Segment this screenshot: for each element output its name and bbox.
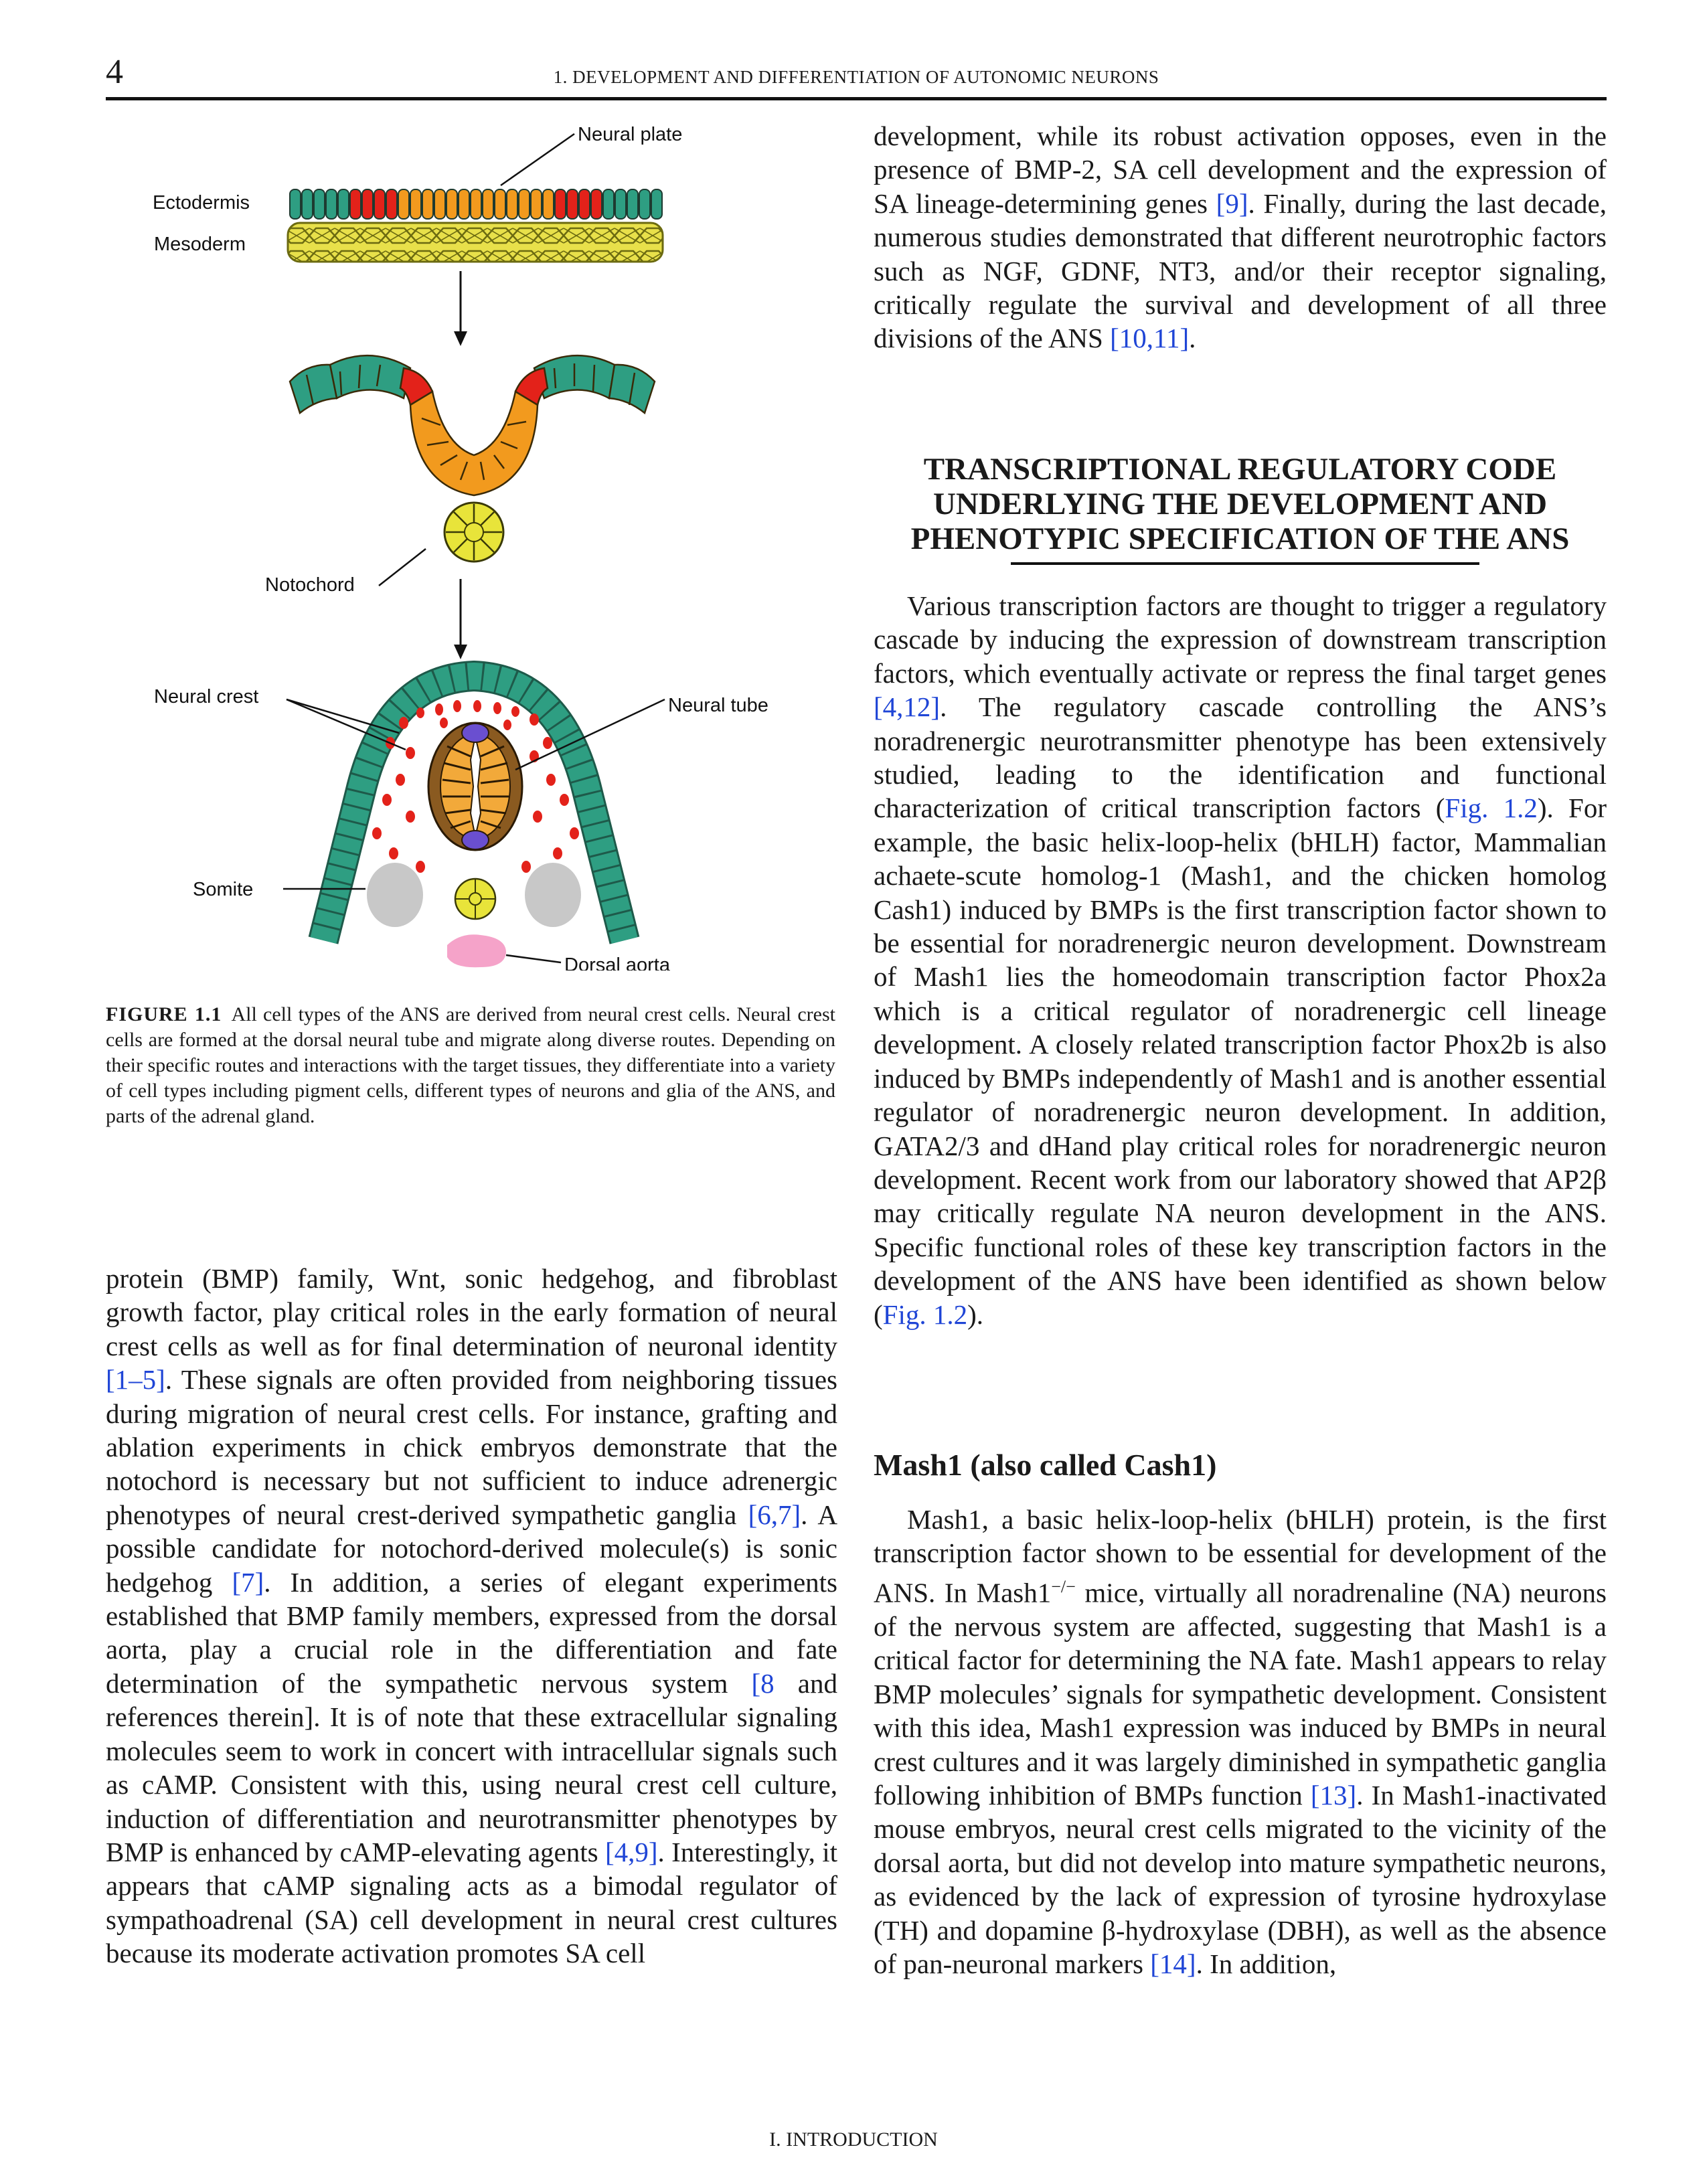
ectoderm-cell — [507, 189, 517, 219]
citation-link[interactable]: [8 — [751, 1667, 775, 1699]
ectoderm-cell — [446, 189, 457, 219]
right-column-bottom-body — [874, 1503, 1607, 1981]
ectoderm-cell — [290, 189, 301, 219]
stage-neural-groove — [290, 355, 655, 495]
citation-link[interactable]: [6,7] — [748, 1499, 801, 1530]
ectoderm-cell — [434, 189, 445, 219]
ectoderm-cell — [362, 189, 373, 219]
notochord-leader — [379, 549, 426, 586]
ectoderm-cell — [338, 189, 349, 219]
ectoderm-cell — [543, 189, 554, 219]
ectoderm-cell — [603, 189, 614, 219]
ectoderm-cell — [302, 189, 313, 219]
right-column-top-body — [874, 119, 1607, 355]
label-neural-crest: Neural crest — [154, 686, 259, 707]
ectoderm-cell — [555, 189, 566, 219]
citation-link[interactable]: [7] — [232, 1566, 264, 1598]
neural-tube — [428, 723, 522, 850]
mesoderm-layer — [288, 223, 663, 262]
ectoderm-cell — [639, 189, 650, 219]
ectoderm-cell — [579, 189, 590, 219]
somite-left — [367, 863, 423, 927]
notochord-small — [455, 879, 495, 919]
ectoderm-cell — [410, 189, 421, 219]
ectoderm-cell — [495, 189, 505, 219]
ectoderm-layer — [290, 189, 662, 219]
ectoderm-cell — [519, 189, 530, 219]
figure-1-1 — [106, 110, 842, 971]
figure-caption — [106, 1002, 835, 1129]
label-ectodermis: Ectodermis — [153, 192, 250, 214]
page-number: 4 — [106, 53, 123, 91]
citation-link[interactable]: [10,11] — [1110, 323, 1190, 354]
figure-illustration — [106, 110, 842, 971]
figure-link[interactable]: Fig. 1.2 — [1445, 792, 1538, 824]
citation-link[interactable]: [4,9] — [604, 1836, 658, 1867]
running-head — [106, 33, 1607, 100]
ectoderm-cell — [651, 189, 662, 219]
figure-link[interactable]: Fig. 1.2 — [882, 1298, 968, 1330]
paragraph: Various transcription factors are thought to trigger a regulatory cascade by inducing the expression of downstream transcription factors, which eventually activate or repress the final target genes [4,12]. The regulatory cascade controlling the ANS’s noradrenergic neurotransmitter phenotype has been extensively studied, leading to the identification and functional characterization of critical transcription factors (Fig. 1.2). For example, the basic helix-loop-helix (bHLH) factor, Mammalian achaete-scute homolog-1 (Mash1, and the chicken homolog Cash1) induced by BMPs is the first transcription factor shown to be essential for noradrenergic neuron development. Downstream of Mash1 lies the homeodomain transcription factor Phox2a which is a critical regulator of noradrenergic cell lineage development. A closely related transcription factor Phox2b is also induced by BMPs independently of Mash1 and is another essential regulator of noradrenergic neuron development. In addition, GATA2/3 and dHand play critical roles for noradrenergic neuron development. Recent work from our laboratory showed that AP2β may critically regulate NA neuron development in the ANS. Specific functional roles of these key transcription factors in the development of the ANS have been identified as shown below (Fig. 1.2). — [874, 590, 1607, 1330]
heading-rule — [1011, 562, 1479, 565]
ectoderm-cell — [591, 189, 602, 219]
label-notochord: Notochord — [265, 574, 355, 596]
figure-caption-text: All cell types of the ANS are derived from neural crest cells. Neural crest cells are formed at the dorsal neural tube and migrate along diverse routes. Depending on their specific routes and interactions with the target tissues, they differentiate into a variety of cell types including pigment cells, different types of neurons and glia of the ANS, and parts of the adrenal gland. — [106, 1003, 835, 1127]
ectoderm-cell — [531, 189, 542, 219]
ectoderm-cell — [471, 189, 481, 219]
citation-link[interactable]: [13] — [1310, 1779, 1357, 1811]
somite-right — [525, 863, 581, 927]
ectoderm-cell — [314, 189, 325, 219]
paragraph: protein (BMP) family, Wnt, sonic hedgehog, and fibroblast growth factor, play critical roles in the early formation of neural crest cells as well as for final determination of neuronal identity [1–5]. These signals are often provided from neighboring tissues during migration of neural crest cells. For instance, grafting and ablation experiments in chick embryos demonstrate that the notochord is necessary but not sufficient to induce adrenergic phenotypes of neural crest-derived sympathetic ganglia [6,7]. A possible candidate for notochord-derived molecule(s) is sonic hedgehog [7]. In addition, a series of elegant experiments established that BMP family members, expressed from the dorsal aorta, play a crucial role in the differentiation and fate determination of the sympathetic nervous system [8 and references therein]. It is of note that these extracellular signaling molecules seem to work in concert with intracellular signals such as cAMP. Consistent with this, using neural crest cell culture, induction of differentiation and neurotransmitter phenotypes by BMP is enhanced by cAMP-elevating agents [4,9]. Interestingly, it appears that cAMP signaling acts as a bimodal regulator of sympathoadrenal (SA) cell development in neural crest cultures because its moderate activation promotes SA cell — [106, 1263, 838, 1969]
figure-caption-label: FIGURE 1.1 — [106, 1003, 222, 1025]
label-neural-plate: Neural plate — [578, 124, 683, 145]
left-column-body — [106, 1262, 837, 1970]
label-mesoderm: Mesoderm — [154, 234, 246, 255]
floor-plate — [462, 831, 489, 849]
subsection-heading: Mash1 (also called Cash1) — [874, 1448, 1217, 1482]
paragraph: development, while its robust activation opposes, even in the presence of BMP-2, SA cell development and the expression of SA lineage-determining genes [9]. Finally, during the last decade, numerous studies demonstrated that different neurotrophic factors such as NGF, GDNF, NT3, and/or their receptor signaling, critically regulate the survival and development of all three divisions of the ANS [10,11]. — [874, 120, 1607, 354]
stage-neural-plate — [153, 124, 682, 262]
ectoderm-cell — [627, 189, 638, 219]
ectoderm-cell — [350, 189, 361, 219]
label-neural-tube: Neural tube — [668, 695, 768, 716]
ectoderm-cell — [374, 189, 385, 219]
ectoderm-cell — [422, 189, 433, 219]
ectoderm-cell — [483, 189, 493, 219]
ectoderm-cell — [615, 189, 626, 219]
dorsal-aorta — [447, 934, 506, 967]
citation-link[interactable]: [4,12] — [874, 691, 941, 723]
page-footer: I. INTRODUCTION — [769, 2128, 938, 2151]
notochord-detached — [265, 503, 503, 596]
neural-plate-leader — [501, 134, 574, 185]
arrow-down-icon — [454, 271, 467, 346]
label-somite: Somite — [193, 879, 254, 900]
paragraph: Mash1, a basic helix-loop-helix (bHLH) protein, is the first transcription factor shown to be essential for development of the ANS. In Mash1−/− mice, virtually all noradrenaline (NA) neurons of the nervous system are affected, suggesting that Mash1 is a critical factor for determining the NA fate. Mash1 appears to relay BMP molecules’ signals for sympathetic development. Consistent with this idea, Mash1 expression was induced by BMPs in neural crest cultures and it was largely diminished in sympathetic ganglia following inhibition of BMPs function [13]. In Mash1-inactivated mouse embryos, neural crest cells migrated to the vicinity of the dorsal aorta, but did not develop into mature sympathetic neurons, as evidenced by the lack of expression of tyrosine hydroxylase (TH) and dopamine β-hydroxylase (DBH), as well as the absence of pan-neuronal markers [14]. In addition, — [874, 1504, 1607, 1979]
citation-link[interactable]: [9] — [1216, 187, 1248, 219]
citation-link[interactable]: [14] — [1150, 1948, 1196, 1979]
stage-neural-tube — [154, 676, 768, 971]
label-dorsal-aorta: Dorsal aorta — [564, 954, 670, 971]
arrow-down-icon — [454, 579, 467, 659]
running-title: 1. DEVELOPMENT AND DIFFERENTIATION OF AUTONOMIC NEURONS — [553, 67, 1159, 87]
section-heading: TRANSCRIPTIONAL REGULATORY CODE UNDERLYING THE DEVELOPMENT AND PHENOTYPIC SPECIFICATION OF THE ANS — [910, 452, 1570, 556]
citation-link[interactable]: [1–5] — [106, 1364, 165, 1396]
right-column-mid-body — [874, 589, 1607, 1331]
roof-plate — [462, 724, 489, 742]
ectoderm-cell — [459, 189, 469, 219]
ectoderm-cell — [386, 189, 397, 219]
ectoderm-cell — [567, 189, 578, 219]
ectoderm-cell — [398, 189, 409, 219]
ectoderm-cell — [326, 189, 337, 219]
